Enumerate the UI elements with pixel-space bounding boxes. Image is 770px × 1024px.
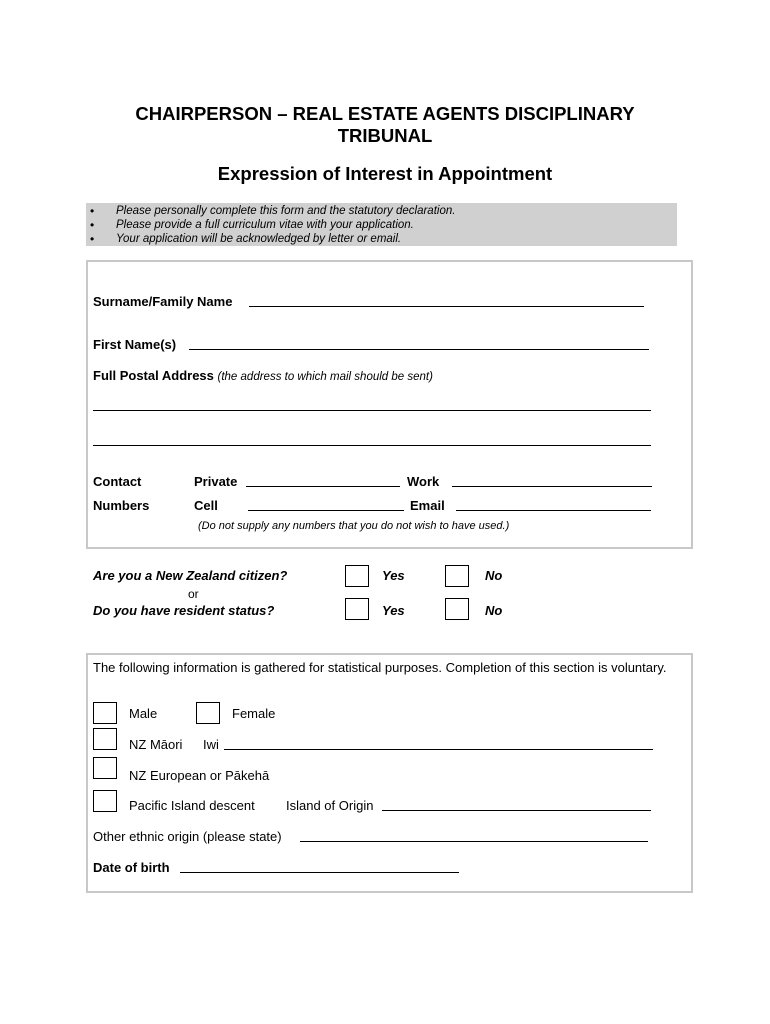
title-line-1: CHAIRPERSON – REAL ESTATE AGENTS DISCIPLINARY — [135, 103, 635, 124]
statistics-intro: The following information is gathered for statistical purposes. Completion of this section is voluntary. — [93, 660, 667, 675]
postal-address-line-1[interactable] — [93, 410, 651, 411]
title-line-2: TRIBUNAL — [337, 125, 433, 146]
male-label: Male — [129, 706, 158, 721]
nz-citizen-question: Are you a New Zealand citizen? — [93, 568, 288, 583]
work-label: Work — [407, 474, 440, 489]
work-number-field[interactable] — [452, 486, 652, 487]
resident-no-checkbox[interactable] — [445, 598, 469, 620]
email-label: Email — [410, 498, 445, 513]
dob-label: Date of birth — [93, 860, 170, 875]
first-name-label: First Name(s) — [93, 337, 177, 352]
postal-address-label-text: Full Postal Address — [93, 368, 214, 383]
numbers-label: Numbers — [93, 498, 150, 513]
private-label: Private — [194, 474, 238, 489]
instruction-item: • Please personally complete this form and the statutory declaration. — [86, 204, 677, 218]
resident-yes-checkbox[interactable] — [345, 598, 369, 620]
instruction-item: • Your application will be acknowledged by letter or email. — [86, 232, 677, 246]
female-checkbox[interactable] — [196, 702, 220, 724]
citizen-yes-label: Yes — [382, 568, 405, 583]
page-title — [0, 103, 770, 147]
pacific-label: Pacific Island descent — [129, 798, 255, 813]
iwi-field[interactable] — [224, 749, 653, 750]
european-checkbox[interactable] — [93, 757, 117, 779]
cell-number-field[interactable] — [248, 510, 404, 511]
surname-field[interactable] — [249, 306, 644, 307]
postal-address-hint: (the address to which mail should be sent) — [217, 371, 433, 383]
male-checkbox[interactable] — [93, 702, 117, 724]
email-field[interactable] — [456, 510, 651, 511]
page-subtitle: Expression of Interest in Appointment — [217, 163, 553, 184]
surname-label: Surname/Family Name — [93, 294, 233, 309]
maori-label: NZ Māori — [129, 737, 183, 752]
maori-checkbox[interactable] — [93, 728, 117, 750]
female-label: Female — [232, 706, 276, 721]
citizen-yes-checkbox[interactable] — [345, 565, 369, 587]
iwi-label: Iwi — [203, 737, 219, 752]
island-origin-label: Island of Origin — [286, 798, 374, 813]
instruction-item: • Please provide a full curriculum vitae with your application. — [86, 218, 677, 232]
european-label: NZ European or Pākehā — [129, 768, 270, 783]
pacific-checkbox[interactable] — [93, 790, 117, 812]
or-text: or — [188, 587, 199, 601]
resident-yes-label: Yes — [382, 603, 405, 618]
citizen-no-checkbox[interactable] — [445, 565, 469, 587]
resident-no-label: No — [485, 603, 503, 618]
instructions-panel — [86, 203, 677, 246]
private-number-field[interactable] — [246, 486, 400, 487]
cell-label: Cell — [194, 498, 218, 513]
other-ethnic-field[interactable] — [300, 841, 648, 842]
first-name-field[interactable] — [189, 349, 649, 350]
citizen-no-label: No — [485, 568, 503, 583]
resident-status-question: Do you have resident status? — [93, 603, 275, 618]
postal-address-line-2[interactable] — [93, 445, 651, 446]
contact-label: Contact — [93, 474, 142, 489]
dob-field[interactable] — [180, 872, 459, 873]
postal-address-label — [93, 368, 433, 383]
numbers-note: (Do not supply any numbers that you do not wish to have used.) — [198, 520, 510, 532]
other-ethnic-label: Other ethnic origin (please state) — [93, 829, 282, 844]
island-origin-field[interactable] — [382, 810, 651, 811]
